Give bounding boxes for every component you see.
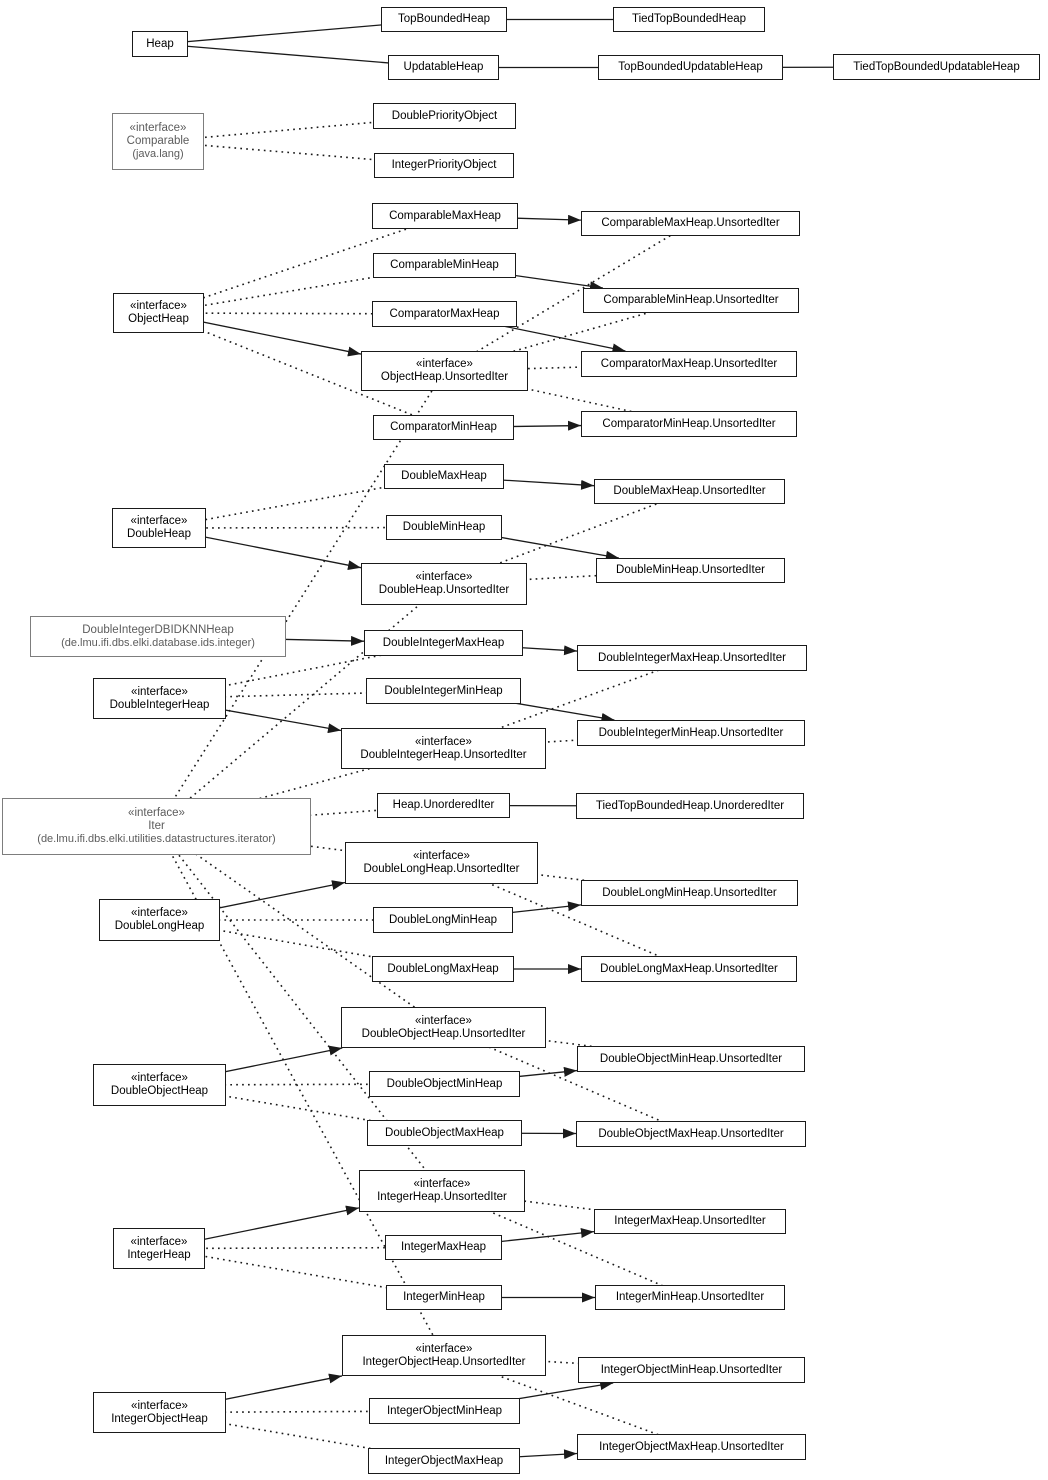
class-name: DoubleIntegerMinHeap bbox=[384, 684, 503, 697]
node-tied-top-bounded-updatable-heap[interactable] bbox=[833, 54, 1040, 80]
node-tied-top-bounded-heap[interactable] bbox=[613, 7, 765, 32]
class-name: IntegerObjectMinHeap bbox=[386, 1404, 503, 1417]
node-integer-object-min-heap[interactable] bbox=[369, 1398, 520, 1424]
class-name: DoubleObjectHeap bbox=[110, 1085, 209, 1097]
class-name: ComparableMinHeap.UnsortedIter bbox=[603, 294, 779, 306]
class-name: DoubleMinHeap bbox=[402, 521, 486, 533]
class-name: TiedTopBoundedUpdatableHeap bbox=[853, 60, 1020, 73]
class-name: IntegerObjectMaxHeap.UnsortedIter bbox=[599, 1440, 784, 1453]
stereotype-label: «interface» bbox=[130, 1235, 188, 1248]
node-double-long-min-heap[interactable] bbox=[373, 907, 513, 933]
node-double-heap-iter[interactable] bbox=[361, 563, 527, 605]
class-name: DoubleLongMinHeap bbox=[388, 913, 498, 926]
node-comparator-max-heap-iter[interactable] bbox=[581, 351, 797, 377]
stereotype-label: «interface» bbox=[415, 1342, 473, 1355]
stereotype-label: «interface» bbox=[129, 122, 187, 134]
node-updatable-heap[interactable] bbox=[388, 55, 499, 80]
class-name: Comparable bbox=[126, 135, 190, 147]
node-double-long-max-heap[interactable] bbox=[372, 956, 514, 982]
node-double-integer-heap[interactable] bbox=[93, 678, 226, 719]
class-name: ComparableMaxHeap.UnsortedIter bbox=[601, 217, 780, 229]
node-object-heap[interactable] bbox=[113, 293, 204, 333]
node-comparator-min-heap[interactable] bbox=[373, 415, 514, 440]
node-double-object-heap[interactable] bbox=[93, 1064, 226, 1106]
class-name: DoubleObjectMaxHeap bbox=[385, 1126, 504, 1139]
class-name: DoubleHeap bbox=[127, 528, 191, 540]
node-double-heap[interactable] bbox=[112, 508, 206, 548]
class-name: IntegerMinHeap bbox=[403, 1291, 485, 1303]
class-name: DoubleObjectMaxHeap.UnsortedIter bbox=[598, 1127, 784, 1140]
node-comparable-min-heap[interactable] bbox=[373, 253, 516, 278]
node-integer-min-heap-iter[interactable] bbox=[595, 1285, 785, 1310]
class-name: TiedTopBoundedHeap bbox=[631, 13, 747, 25]
stereotype-label: «interface» bbox=[131, 685, 188, 698]
class-name: DoubleLongMaxHeap bbox=[387, 962, 499, 975]
node-double-long-heap[interactable] bbox=[99, 899, 220, 941]
class-name: DoubleMaxHeap.UnsortedIter bbox=[613, 485, 766, 497]
class-name: DoublePriorityObject bbox=[391, 109, 498, 122]
node-comparator-min-heap-iter[interactable] bbox=[581, 411, 797, 437]
class-name: DoubleIntegerMinHeap.UnsortedIter bbox=[598, 726, 784, 739]
node-comparable-min-heap-iter[interactable] bbox=[583, 288, 799, 313]
node-double-min-heap[interactable] bbox=[386, 515, 502, 540]
stereotype-label: «interface» bbox=[415, 1014, 472, 1027]
class-name: ComparatorMinHeap.UnsortedIter bbox=[602, 417, 776, 430]
stereotype-label: «interface» bbox=[130, 300, 187, 312]
stereotype-label: «interface» bbox=[130, 515, 188, 527]
node-heap[interactable] bbox=[132, 31, 188, 57]
node-top-bounded-heap[interactable] bbox=[381, 7, 507, 32]
node-tied-top-bounded-heap-unordered-iter[interactable] bbox=[576, 793, 804, 819]
node-double-max-heap[interactable] bbox=[384, 464, 504, 489]
node-integer-object-heap[interactable] bbox=[93, 1392, 226, 1433]
class-name: IntegerMaxHeap bbox=[400, 1241, 487, 1253]
node-top-bounded-updatable-heap[interactable] bbox=[598, 55, 783, 80]
stereotype-label: «interface» bbox=[413, 1178, 471, 1190]
class-name: TopBoundedHeap bbox=[397, 13, 491, 25]
class-name: ComparatorMaxHeap bbox=[389, 307, 500, 320]
stereotype-label: «interface» bbox=[128, 807, 185, 819]
class-name: DoubleIntegerMaxHeap.UnsortedIter bbox=[598, 651, 786, 664]
node-integer-heap[interactable] bbox=[113, 1228, 205, 1269]
node-double-integer-min-heap[interactable] bbox=[366, 678, 521, 704]
class-name: DoubleObjectMinHeap.UnsortedIter bbox=[599, 1052, 783, 1065]
node-integer-object-heap-iter[interactable] bbox=[342, 1335, 546, 1376]
class-name: DoubleObjectHeap.UnsortedIter bbox=[361, 1027, 526, 1040]
class-name: ObjectHeap bbox=[128, 313, 189, 325]
node-double-integer-max-heap[interactable] bbox=[364, 630, 523, 656]
class-name: ComparatorMinHeap bbox=[390, 421, 497, 433]
class-name: DoubleLongHeap bbox=[114, 920, 205, 932]
class-name: DoubleHeap.UnsortedIter bbox=[378, 584, 510, 596]
node-integer-object-max-heap-iter[interactable] bbox=[577, 1434, 806, 1460]
node-integer-max-heap[interactable] bbox=[385, 1235, 502, 1260]
stereotype-label: «interface» bbox=[415, 735, 472, 748]
package-label: (de.lmu.ifi.dbs.elki.database.ids.integer) bbox=[61, 636, 255, 649]
class-name: ObjectHeap.UnsortedIter bbox=[380, 371, 509, 383]
node-integer-object-min-heap-iter[interactable] bbox=[578, 1357, 805, 1383]
class-name: DoubleMinHeap.UnsortedIter bbox=[616, 564, 765, 576]
package-label: (java.lang) bbox=[132, 148, 184, 160]
stereotype-label: «interface» bbox=[131, 907, 188, 919]
package-label: (de.lmu.ifi.dbs.elki.utilities.datastructures.iterator) bbox=[37, 833, 276, 845]
class-name: DoubleLongHeap.UnsortedIter bbox=[363, 863, 520, 875]
class-name: UpdatableHeap bbox=[403, 61, 484, 73]
class-name: DoubleMaxHeap bbox=[401, 470, 487, 482]
node-double-long-min-heap-iter[interactable] bbox=[581, 880, 798, 906]
class-name: IntegerMinHeap.UnsortedIter bbox=[615, 1291, 765, 1303]
stereotype-label: «interface» bbox=[413, 850, 470, 862]
class-name: DoubleLongMaxHeap.UnsortedIter bbox=[600, 962, 778, 975]
node-dbl-int-d-b-i-d-k-n-n-heap bbox=[30, 616, 286, 657]
stereotype-label: «interface» bbox=[131, 1399, 188, 1412]
node-comparable-max-heap-iter[interactable] bbox=[581, 211, 800, 236]
class-name: Iter bbox=[148, 820, 165, 832]
class-name: IntegerObjectMaxHeap bbox=[384, 1454, 504, 1467]
class-name: IntegerPriorityObject bbox=[391, 159, 497, 171]
node-double-object-max-heap[interactable] bbox=[367, 1120, 522, 1146]
node-iter bbox=[2, 798, 311, 855]
class-name: Heap.UnorderedIter bbox=[392, 799, 495, 811]
node-double-max-heap-iter[interactable] bbox=[594, 479, 785, 504]
stereotype-label: «interface» bbox=[131, 1072, 188, 1084]
node-integer-min-heap[interactable] bbox=[386, 1285, 502, 1310]
class-name: ComparableMinHeap bbox=[390, 259, 499, 271]
node-double-object-max-heap-iter[interactable] bbox=[576, 1121, 806, 1147]
node-comparable-max-heap[interactable] bbox=[372, 203, 518, 229]
stereotype-label: «interface» bbox=[415, 571, 473, 583]
class-name: ComparatorMaxHeap.UnsortedIter bbox=[600, 357, 778, 370]
node-double-long-heap-iter[interactable] bbox=[345, 842, 538, 884]
node-integer-priority-object[interactable] bbox=[374, 153, 514, 178]
node-double-min-heap-iter[interactable] bbox=[596, 558, 785, 583]
class-name: DoubleIntegerMaxHeap bbox=[382, 636, 505, 649]
class-name: IntegerHeap bbox=[127, 1248, 191, 1261]
class-name: DoubleIntegerHeap.UnsortedIter bbox=[360, 748, 527, 761]
class-name: Heap bbox=[146, 37, 174, 50]
node-double-integer-min-heap-iter[interactable] bbox=[577, 720, 805, 746]
stereotype-label: «interface» bbox=[416, 358, 473, 370]
node-double-integer-max-heap-iter[interactable] bbox=[577, 645, 807, 671]
class-name: ComparableMaxHeap bbox=[389, 209, 501, 222]
node-heap-unordered-iter[interactable] bbox=[377, 793, 510, 818]
node-integer-max-heap-iter[interactable] bbox=[594, 1209, 786, 1234]
node-double-priority-object[interactable] bbox=[373, 103, 516, 129]
class-name: DoubleLongMinHeap.UnsortedIter bbox=[602, 886, 777, 899]
node-integer-heap-iter[interactable] bbox=[359, 1170, 525, 1212]
node-comparator-max-heap[interactable] bbox=[372, 301, 517, 327]
node-object-heap-iter[interactable] bbox=[361, 351, 528, 391]
node-double-object-heap-iter[interactable] bbox=[341, 1007, 546, 1048]
class-name: DoubleIntegerHeap bbox=[109, 698, 210, 711]
node-comparable bbox=[112, 113, 204, 170]
node-double-object-min-heap[interactable] bbox=[369, 1071, 520, 1097]
node-double-object-min-heap-iter[interactable] bbox=[577, 1046, 805, 1072]
class-name: IntegerObjectMinHeap.UnsortedIter bbox=[600, 1363, 783, 1376]
node-integer-object-max-heap[interactable] bbox=[368, 1448, 520, 1474]
class-name: TopBoundedUpdatableHeap bbox=[618, 61, 763, 73]
class-name: IntegerObjectHeap bbox=[111, 1412, 208, 1425]
class-name: DoubleObjectMinHeap bbox=[386, 1077, 503, 1090]
class-name: IntegerMaxHeap.UnsortedIter bbox=[614, 1215, 766, 1227]
class-name: IntegerObjectHeap.UnsortedIter bbox=[362, 1355, 526, 1368]
node-double-integer-heap-iter[interactable] bbox=[341, 728, 546, 769]
class-name: TiedTopBoundedHeap.UnorderedIter bbox=[595, 799, 785, 812]
class-name: DoubleIntegerDBIDKNNHeap bbox=[82, 623, 234, 636]
node-double-long-max-heap-iter[interactable] bbox=[581, 956, 797, 982]
class-name: IntegerHeap.UnsortedIter bbox=[377, 1191, 507, 1203]
